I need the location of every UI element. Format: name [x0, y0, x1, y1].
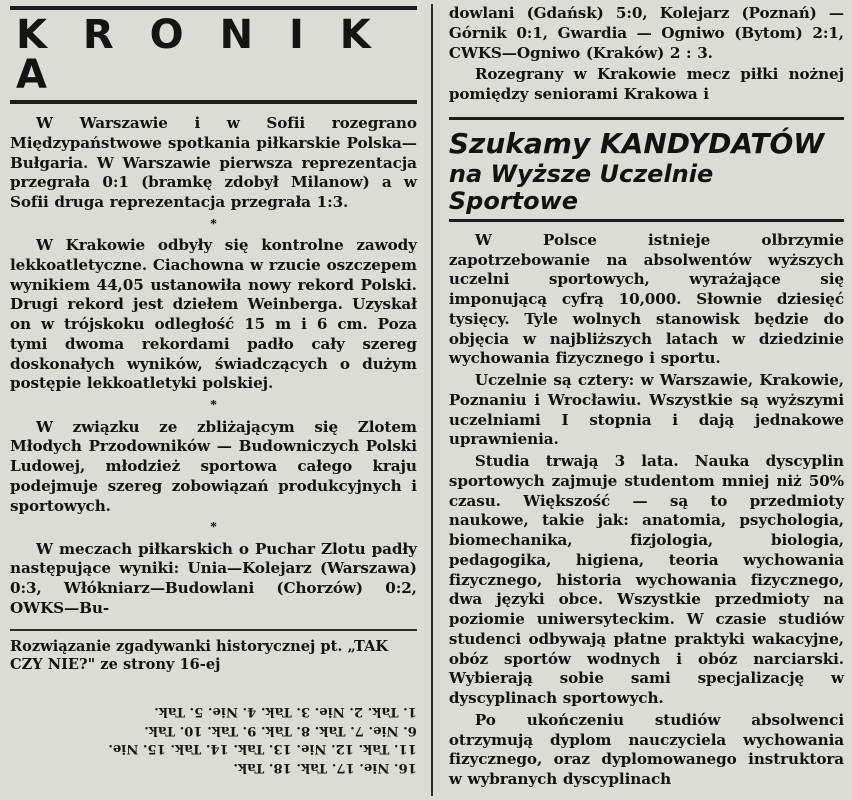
- paragraph: dowlani (Gdańsk) 5:0, Kolejarz (Poznań) — Górnik 0:1, Gwardia — Ogniwo (Bytom) 2:1, CWKS—Ogniwo (Kraków) 2 : 3.: [448, 4, 844, 62]
- divider: [449, 219, 844, 222]
- quiz-answers: [10, 701, 417, 776]
- headline-line-1: Szukamy KANDYDATÓW: [448, 126, 825, 160]
- paragraph: Po ukończeniu studiów absolwenci otrzymują dyplom nauczyciela wychowania fizycznego, oraz dyplomowanego instruktora w wybranych dyscyplinach: [448, 710, 844, 789]
- paragraph: W meczach piłkarskich o Puchar Zlotu padły następujące wyniki: Unia—Kolejarz (Warszawa) 0:3, Włókniarz—Budowlani (Chorzów) 0:2, OWKS—Bu-: [10, 539, 417, 617]
- page-title: K R O N I K A: [16, 12, 382, 98]
- paragraph: W Warszawie i w Sofii rozegrano Międzypaństwowe spotkania piłkarskie Polska—Bułgaria. W Warszawie pierwsza reprezentacja przegrała 0:1 (bramkę zdobył Milanow) a w Sofii druga reprezentacja przegrała 1:3.: [10, 114, 417, 211]
- divider: [10, 629, 417, 631]
- divider: [449, 117, 844, 120]
- page-columns: [10, 4, 844, 796]
- star-separator: *: [209, 398, 217, 414]
- quiz-heading: Rozwiązanie zgadywanki historycznej pt. „TAK CZY NIE?" ze strony 16-ej: [10, 637, 389, 674]
- article-headline: [449, 128, 844, 215]
- quiz-answer-line: 16. Nie. 17. Tak. 18. Tak.: [233, 759, 417, 775]
- star-separator: *: [209, 216, 217, 232]
- star-separator: *: [209, 520, 217, 536]
- paragraph: W związku ze zbliżającym się Zlotem Młodych Przodowników — Budowniczych Polski Ludowej, młodzież sportowa całego kraju podejmuje szereg zobowiązań produkcyjnych i sportowych.: [10, 417, 417, 515]
- quiz-answer-line: 11. Tak. 12. Nie. 13. Tak. 14. Tak. 15. Nie.: [108, 741, 417, 757]
- paragraph: Uczelnie są cztery: w Warszawie, Krakowie, Poznaniu i Wrocławiu. Wszystkie są wyższymi uczelniami I stopnia i dają jednakowe uprawnienia.: [448, 371, 844, 449]
- headline-line-2: na Wyższe Uczelnie Sportowe: [448, 160, 714, 215]
- paragraph: W Krakowie odbyły się kontrolne zawody lekkoatletyczne. Ciachowna w rzucie oszczepem wynikiem 44,05 ustanowiła nowy rekord Polski. Drugi rekord jest dziełem Weinberga. Uzyskał on w trójskoku odległość 15 m i 6 cm. Poza tymi dwoma rekordami padło cały szereg doskonałych wyników, świadczących o dużym postępie lekkoatletyki polskiej.: [10, 236, 417, 393]
- paragraph: Studia trwają 3 lata. Nauka dyscyplin sportowych zajmuje studentom mniej niż 50% czasu. Większość — są to przedmioty naukowe, takie jak: anatomia, psychologia, biomechanika, fizjologia, biologia, pedagogika, higiena, teoria wychowania fizycznego, historia wychowania fizycznego, dwa języki obce. Wszystkie przedmioty na poziomie uniwersyteckim. W czasie studiów studenci odbywają płatne praktyki wakacyjne, obóz sportów wodnych i obóz narciarski. Wybierają sobie sami specjalizację w dyscyplinach sportowych.: [448, 452, 844, 708]
- left-column: [10, 4, 433, 796]
- masthead: [10, 6, 417, 104]
- paragraph: W Polsce istnieje olbrzymie zapotrzebowanie na absolwentów wyższych uczelni sportowych, wyrażające się imponującą cyfrą 10,000. Słownie dziesięć tysięcy. Tyle wolnych stanowisk będzie do objęcia w najbliższych latach w dziedzinie wychowania fizycznego i sportu.: [448, 230, 844, 368]
- paragraph: Rozegrany w Krakowie mecz piłki nożnej pomiędzy seniorami Krakowa i: [448, 65, 844, 103]
- right-column: [433, 4, 844, 796]
- quiz-answer-line: 6. Nie. 7. Tak. 8. Tak. 9. Tak. 10. Tak.: [144, 722, 417, 738]
- continued-article: [449, 4, 844, 105]
- quiz-answer-line: 1. Tak. 2. Nie. 3. Tak. 4. Nie. 5. Tak.: [154, 703, 417, 719]
